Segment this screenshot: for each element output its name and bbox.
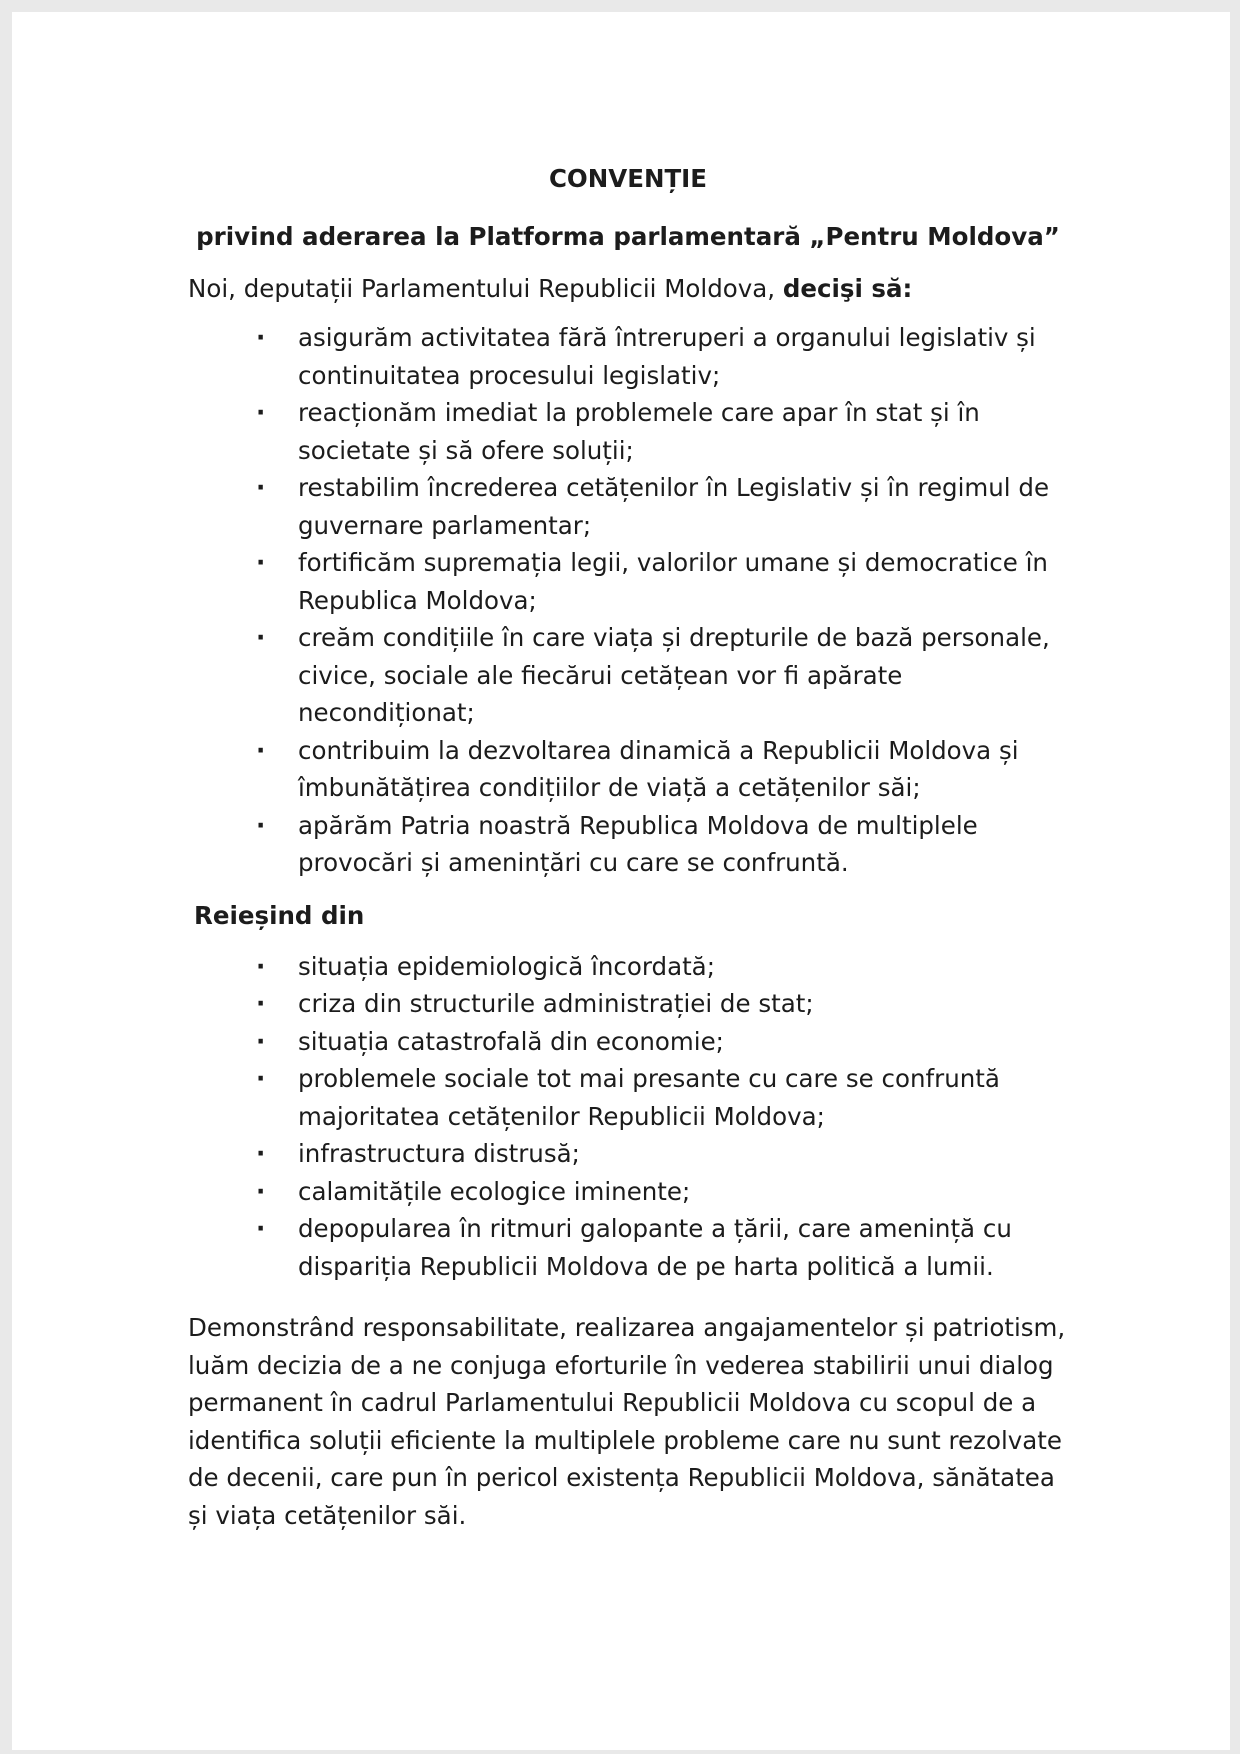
goals-list bbox=[188, 319, 1068, 882]
document-page bbox=[12, 12, 1230, 1750]
conclusion-paragraph: Demonstrând responsabilitate, realizarea angajamentelor și patriotism, luăm decizia de a ne conjuga eforturile în vederea stabilirii unui dialog permanent în cadrul Parlamentului Republicii Moldova cu scopul de a identifica soluții eficiente la multiplele probleme care nu sunt rezolvate de decenii, care pun în pericol existența Republicii Moldova, sănătatea și viața cetățenilor săi. bbox=[188, 1313, 1066, 1530]
goal-item: · restabilim încrederea cetățenilor în Legislativ și în regimul de guvernare parlamentar; bbox=[298, 469, 1068, 544]
goal-item: · creăm condițiile în care viața și drepturile de bază personale, civice, sociale ale fiecărui cetățean vor fi apărate necondiționat; bbox=[298, 619, 1068, 732]
reason-item: · situația epidemiologică încordată; bbox=[298, 948, 1068, 986]
document-title: CONVENȚIE bbox=[548, 164, 708, 193]
reason-item: · situația catastrofală din economie; bbox=[298, 1023, 1068, 1061]
goal-item: · apărăm Patria noastră Republica Moldova de multiplele provocări și amenințări cu care se confruntă. bbox=[298, 807, 1068, 882]
reason-item: · calamitățile ecologice iminente; bbox=[298, 1173, 1068, 1211]
goal-item: · contribuim la dezvoltarea dinamică a Republicii Moldova și îmbunătățirea condițiilor de viață a cetățenilor săi; bbox=[298, 732, 1068, 807]
intro-text: Noi, deputații Parlamentului Republicii Moldova, bbox=[188, 274, 783, 303]
intro-paragraph bbox=[188, 269, 1068, 309]
reason-item: · infrastructura distrusă; bbox=[298, 1135, 1068, 1173]
reasons-heading: Reieșind din bbox=[194, 900, 365, 930]
reason-item: · depopularea în ritmuri galopante a țării, care amenință cu dispariția Republicii Moldova de pe harta politică a lumii. bbox=[298, 1210, 1068, 1285]
goal-item: · fortificăm supremația legii, valorilor umane și democratice în Republica Moldova; bbox=[298, 544, 1068, 619]
document-body bbox=[188, 159, 1068, 1534]
intro-bold-text: decişi să: bbox=[782, 274, 913, 303]
reasons-list bbox=[188, 948, 1068, 1286]
reason-item: · problemele sociale tot mai presante cu care se confruntă majoritatea cetățenilor Republicii Moldova; bbox=[298, 1060, 1068, 1135]
goal-item: · asigurăm activitatea fără întreruperi a organului legislativ și continuitatea procesului legislativ; bbox=[298, 319, 1068, 394]
reason-item: · criza din structurile administrației de stat; bbox=[298, 985, 1068, 1023]
document-subtitle: privind aderarea la Platforma parlamentară „Pentru Moldova” bbox=[196, 222, 1060, 251]
goal-item: · reacționăm imediat la problemele care apar în stat și în societate și să ofere soluții; bbox=[298, 394, 1068, 469]
